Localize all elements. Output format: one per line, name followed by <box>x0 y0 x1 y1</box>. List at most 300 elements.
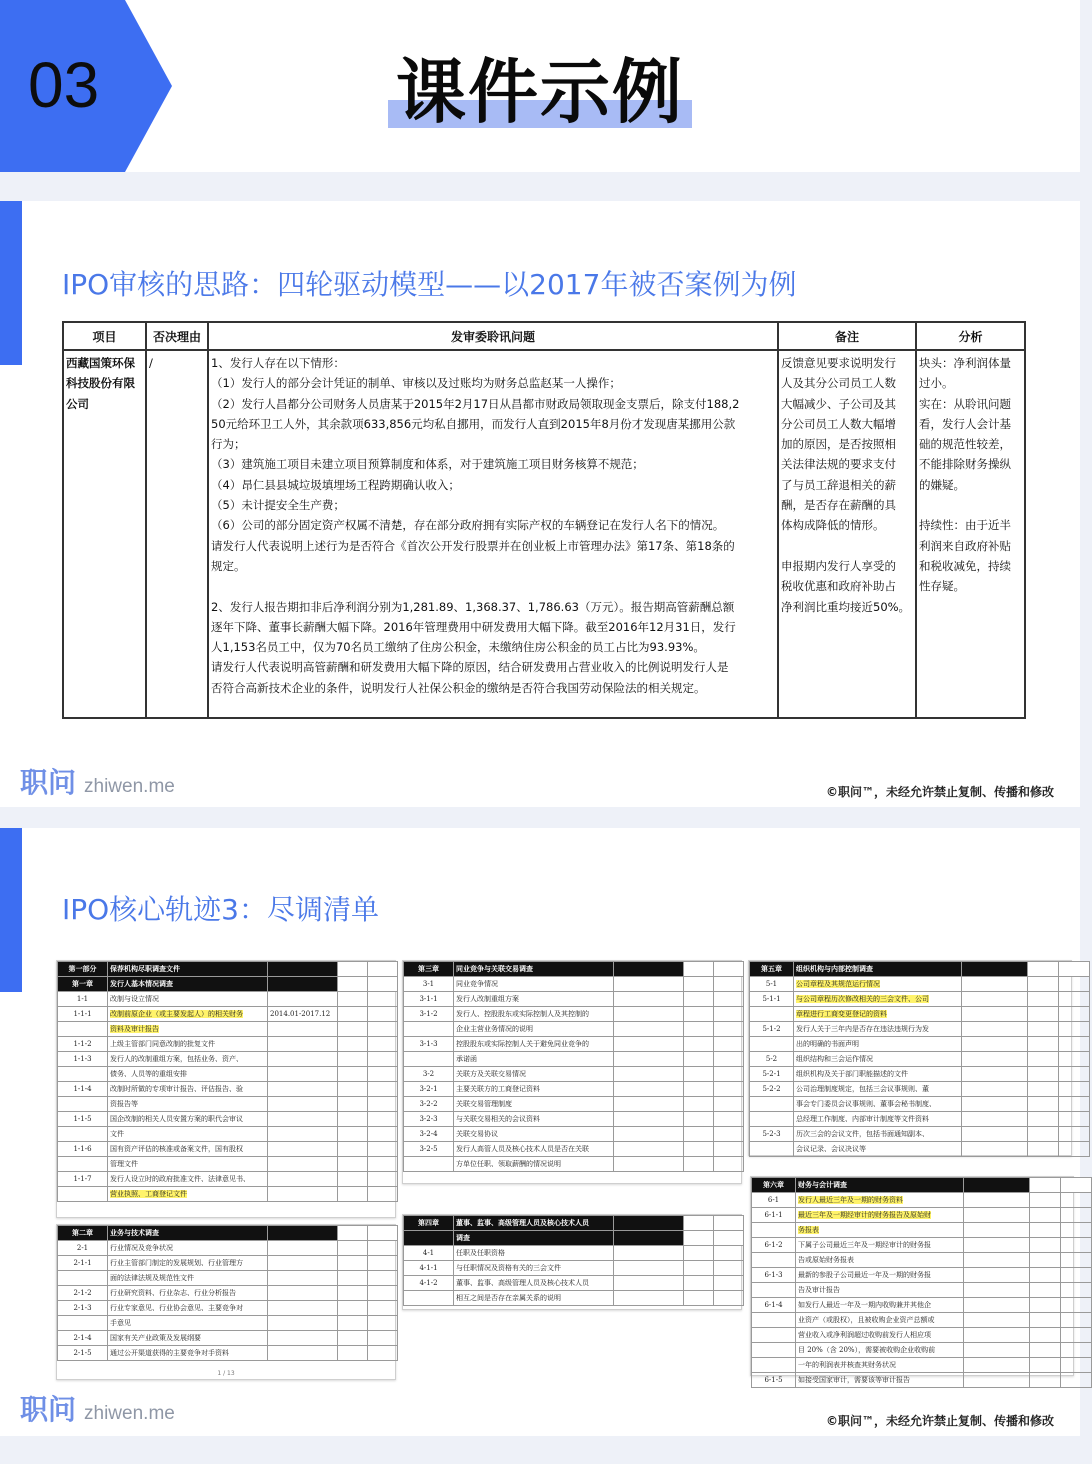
check-cell <box>1030 1373 1061 1388</box>
checklist-row <box>750 1127 1090 1142</box>
check-cell <box>684 1142 714 1157</box>
checklist-row <box>752 1208 1092 1223</box>
checklist-table <box>749 961 1090 1157</box>
item-text: 资报告等 <box>108 1097 268 1112</box>
checklist-row <box>750 1022 1090 1037</box>
checklist-row <box>752 1268 1092 1283</box>
check-cell <box>338 977 368 992</box>
item-number: 1-1-3 <box>58 1052 108 1067</box>
check-cell <box>714 1097 744 1112</box>
item-note <box>962 992 1028 1007</box>
item-note <box>268 962 338 977</box>
item-text: 发行人的改制重组方案，包括业务、资产、 <box>108 1052 268 1067</box>
check-cell <box>714 962 744 977</box>
item-text: 发行人基本情况调查 <box>108 977 268 992</box>
checklist-row <box>750 992 1090 1007</box>
item-text: 董事、监事、高级管理人员及核心技术人员 <box>454 1276 614 1291</box>
checklist-row <box>58 962 398 977</box>
item-note <box>964 1178 1030 1193</box>
item-text: 文件 <box>108 1127 268 1142</box>
item-note <box>268 1226 338 1241</box>
remark-line: 反馈意见要求说明发行 <box>781 356 896 370</box>
checklist-row <box>752 1178 1092 1193</box>
item-note <box>614 1231 684 1246</box>
item-text: 组织机构及关于部门职能描述的文件 <box>794 1067 962 1082</box>
item-note <box>964 1298 1030 1313</box>
checklist-row <box>58 1346 398 1361</box>
checklist-row <box>58 1142 398 1157</box>
item-text: 改制与设立情况 <box>108 992 268 1007</box>
check-cell <box>684 1097 714 1112</box>
checklist-row <box>750 1052 1090 1067</box>
check-cell <box>1061 1373 1092 1388</box>
item-text: 组织结构和三会运作情况 <box>794 1052 962 1067</box>
checklist-row <box>750 1142 1090 1157</box>
check-cell <box>368 962 398 977</box>
item-text: 控股股东或实际控制人关于避免同业竞争的 <box>454 1037 614 1052</box>
item-number: 3-1-2 <box>404 1007 454 1022</box>
item-text: 承诺函 <box>454 1052 614 1067</box>
check-cell <box>368 1286 398 1301</box>
check-cell <box>684 1082 714 1097</box>
check-cell <box>1028 977 1059 992</box>
checklist-row <box>404 1067 744 1082</box>
item-note <box>964 1328 1030 1343</box>
checklist-row <box>752 1193 1092 1208</box>
item-number <box>58 1067 108 1082</box>
question-line <box>211 576 775 596</box>
checklist-row <box>750 962 1090 977</box>
item-number: 6-1-5 <box>752 1373 796 1388</box>
check-cell <box>338 1256 368 1271</box>
check-cell <box>368 1187 398 1202</box>
item-number <box>752 1313 796 1328</box>
check-cell <box>338 1271 368 1286</box>
check-cell <box>1059 1022 1090 1037</box>
item-text: 务报表 <box>796 1223 964 1238</box>
item-text: 会议记录、会议决议等 <box>794 1142 962 1157</box>
checklist-row <box>58 1127 398 1142</box>
remarks-cell <box>778 350 916 718</box>
item-note <box>268 1142 338 1157</box>
logo-en: zhiwen.me <box>84 1403 175 1424</box>
check-cell <box>368 1022 398 1037</box>
check-cell <box>1061 1328 1092 1343</box>
item-text: 主要关联方的工商登记资料 <box>454 1082 614 1097</box>
item-note <box>268 1022 338 1037</box>
check-cell <box>714 1022 744 1037</box>
item-number: 3-1 <box>404 977 454 992</box>
item-text: 手意见 <box>108 1316 268 1331</box>
item-number <box>404 1231 454 1246</box>
analysis-line: 块头：净利润体量 <box>919 356 1011 370</box>
check-cell <box>1030 1268 1061 1283</box>
item-note <box>962 1052 1028 1067</box>
check-cell <box>714 992 744 1007</box>
item-note <box>962 1082 1028 1097</box>
item-number: 第五章 <box>750 962 794 977</box>
item-text: 财务与会计调查 <box>796 1178 964 1193</box>
item-note <box>962 977 1028 992</box>
section-number: 03 <box>28 49 100 121</box>
zhiwen-logo <box>20 1388 175 1428</box>
checklist-doc-1b <box>56 1224 396 1380</box>
item-note <box>962 1007 1028 1022</box>
check-cell <box>338 1022 368 1037</box>
slide-title: IPO审核的思路：四轮驱动模型——以2017年被否案例为例 <box>62 268 797 301</box>
checklist-row <box>404 1022 744 1037</box>
item-number: 4-1 <box>404 1246 454 1261</box>
checklist-row <box>58 1052 398 1067</box>
checklist-row <box>404 1127 744 1142</box>
item-text: 国企改制的相关人员安置方案的职代会审议 <box>108 1112 268 1127</box>
check-cell <box>714 1261 744 1276</box>
item-note <box>614 1216 684 1231</box>
checklist-row <box>750 1007 1090 1022</box>
question-line: 否符合高新技术企业的条件，说明发行人社保公积金的缴纳是否符合我国劳动保险法的相关规定。 <box>211 680 706 695</box>
checklist-row <box>58 1286 398 1301</box>
item-note <box>962 1112 1028 1127</box>
item-text: 董事、监事、高级管理人员及核心技术人员 <box>454 1216 614 1231</box>
check-cell <box>368 1052 398 1067</box>
item-text: 事会专门委员会议事规则、董事会秘书制度、 <box>794 1097 962 1112</box>
question-line: 50元给环卫工人外，其余款项633,856元均私自挪用，而发行人直到2015年8月份才发现唐某挪用公款 <box>211 416 736 431</box>
check-cell <box>368 1271 398 1286</box>
checklist-row <box>58 1097 398 1112</box>
checklist-row <box>750 1082 1090 1097</box>
item-text: 发行人最近三年及一期的财务资料 <box>796 1193 964 1208</box>
item-text: 企业主营业务情况的说明 <box>454 1022 614 1037</box>
item-note <box>268 1082 338 1097</box>
checklist-doc-3b <box>750 1176 1074 1384</box>
item-text: 方单位任职、领取薪酬的情况说明 <box>454 1157 614 1172</box>
check-cell <box>368 1037 398 1052</box>
item-note <box>964 1358 1030 1373</box>
check-cell <box>1059 1082 1090 1097</box>
check-cell <box>1061 1253 1092 1268</box>
item-note <box>962 1067 1028 1082</box>
check-cell <box>338 962 368 977</box>
question-line: 规定。 <box>211 558 246 573</box>
analysis-line: 不能排除财务操纵 <box>919 457 1011 472</box>
analysis-line <box>919 495 1022 515</box>
item-number: 6-1-2 <box>752 1238 796 1253</box>
checklist-row <box>58 1256 398 1271</box>
header-project: 项目 <box>63 322 146 350</box>
checklist-table <box>403 1215 744 1306</box>
page-number: 1 / 13 <box>217 1370 235 1377</box>
item-text: 与公司章程历次修改相关的三会文件、公司 <box>794 992 962 1007</box>
question-line: 请发行人代表说明高管薪酬和研发费用大幅下降的原因，结合研发费用占营业收入的比例说明发行人是 <box>211 660 729 675</box>
question-line: （1）发行人的部分会计凭证的制单、审核以及过账均为财务总监赵某一人操作； <box>211 376 621 391</box>
checklist-row <box>752 1358 1092 1373</box>
item-text: 关联交易管理制度 <box>454 1097 614 1112</box>
item-note <box>614 1276 684 1291</box>
item-text: 下属子公司最近三年及一期经审计的财务报 <box>796 1238 964 1253</box>
check-cell <box>1028 1067 1059 1082</box>
item-text: 发行人改制重组方案 <box>454 992 614 1007</box>
item-note <box>268 977 338 992</box>
checklist-row <box>752 1253 1092 1268</box>
check-cell <box>1061 1313 1092 1328</box>
check-cell <box>684 1231 714 1246</box>
remark-line: 了与员工辞退相关的薪 <box>781 477 896 492</box>
project-line: 科技股份有限 <box>66 376 135 391</box>
item-text: 任职及任职资格 <box>454 1246 614 1261</box>
checklist-row <box>404 1276 744 1291</box>
item-note <box>268 1172 338 1187</box>
item-note <box>614 962 684 977</box>
project-line: 公司 <box>66 396 89 411</box>
check-cell <box>684 1246 714 1261</box>
question-line: 1、发行人存在以下情形： <box>211 356 345 370</box>
checklist-row <box>58 1301 398 1316</box>
checklist-row <box>58 1172 398 1187</box>
item-text: 关联方及关联交易情况 <box>454 1067 614 1082</box>
item-note <box>614 1052 684 1067</box>
item-text: 告或原始财务报表 <box>796 1253 964 1268</box>
check-cell <box>368 1127 398 1142</box>
analysis-line: 利润来自政府补贴 <box>919 538 1011 553</box>
item-note <box>268 1301 338 1316</box>
item-note <box>964 1253 1030 1268</box>
checklist-row <box>404 1261 744 1276</box>
checklist-row <box>58 1037 398 1052</box>
check-cell <box>368 1256 398 1271</box>
item-number: 第一章 <box>58 977 108 992</box>
item-text: 改制前原企业（或主要发起人）的相关财务 <box>108 1007 268 1022</box>
item-number <box>58 1316 108 1331</box>
analysis-line: 的嫌疑。 <box>919 477 965 492</box>
item-number <box>750 1142 794 1157</box>
check-cell <box>714 1127 744 1142</box>
item-text: 总经理工作制度、内部审计制度等文件资料 <box>794 1112 962 1127</box>
check-cell <box>1030 1193 1061 1208</box>
check-cell <box>684 1007 714 1022</box>
item-note <box>964 1268 1030 1283</box>
item-note <box>268 1157 338 1172</box>
item-note <box>614 1082 684 1097</box>
check-cell <box>338 992 368 1007</box>
item-note <box>964 1193 1030 1208</box>
check-cell <box>338 1187 368 1202</box>
header-reason: 否决理由 <box>146 322 208 350</box>
remark-line: 酬，是否存在薪酬的具 <box>781 498 896 513</box>
item-text: 目 20%（含 20%），需要被收购企业收购前 <box>796 1343 964 1358</box>
item-number: 第三章 <box>404 962 454 977</box>
check-cell <box>1059 1067 1090 1082</box>
check-cell <box>684 1037 714 1052</box>
item-number <box>404 1291 454 1306</box>
item-note <box>962 1022 1028 1037</box>
item-text: 与任职情况及资格有关的三会文件 <box>454 1261 614 1276</box>
logo-cn: 职问 <box>20 766 77 799</box>
check-cell <box>684 1216 714 1231</box>
item-number: 第四章 <box>404 1216 454 1231</box>
question-line: （6）公司的部分固定资产权属不清楚，存在部分政府拥有实际产权的车辆登记在发行人名下的情况。 <box>211 518 725 533</box>
header-analysis: 分析 <box>916 322 1025 350</box>
item-note <box>268 1346 338 1361</box>
check-cell <box>338 1226 368 1241</box>
check-cell <box>684 1022 714 1037</box>
item-note <box>268 1037 338 1052</box>
item-number: 5-1-2 <box>750 1022 794 1037</box>
checklist-row <box>404 1097 744 1112</box>
remark-line <box>781 536 913 556</box>
item-number: 2-1-1 <box>58 1256 108 1271</box>
checklist-row <box>750 1097 1090 1112</box>
item-text: 国有资产评估的核准或备案文件，国有股权 <box>108 1142 268 1157</box>
remark-line: 净利润比重均接近50%。 <box>781 599 911 614</box>
analysis-line: 看，发行人会计基 <box>919 416 1011 431</box>
item-text: 章程进行工商变更登记的资料 <box>794 1007 962 1022</box>
checklist-row <box>58 1226 398 1241</box>
check-cell <box>338 1241 368 1256</box>
slide-title: IPO核心轨迹3：尽调清单 <box>62 893 379 926</box>
item-text: 组织机构与内部控制调查 <box>794 962 962 977</box>
question-line: （2）发行人昌都分公司财务人员唐某于2015年2月17日从昌都市财政局领取现金支票后，除支付188,2 <box>211 396 740 411</box>
check-cell <box>714 977 744 992</box>
check-cell <box>368 1067 398 1082</box>
item-text: 业资产（或股权），且被收购企业资产总额或 <box>796 1313 964 1328</box>
checklist-table <box>751 1177 1092 1388</box>
item-number <box>58 1127 108 1142</box>
item-number: 3-2-1 <box>404 1082 454 1097</box>
check-cell <box>1030 1313 1061 1328</box>
check-cell <box>368 1346 398 1361</box>
checklist-row <box>750 1112 1090 1127</box>
reason-cell: / <box>146 350 208 718</box>
item-text: 资料及审计报告 <box>108 1022 268 1037</box>
check-cell <box>1028 962 1059 977</box>
item-note <box>268 1271 338 1286</box>
item-text: 发行人设立时的政府批准文件、法律意见书、 <box>108 1172 268 1187</box>
item-text: 面的法律法规及规范性文件 <box>108 1271 268 1286</box>
check-cell <box>1030 1223 1061 1238</box>
check-cell <box>714 1216 744 1231</box>
check-cell <box>1030 1178 1061 1193</box>
check-cell <box>714 1007 744 1022</box>
check-cell <box>1061 1193 1092 1208</box>
item-number: 第二章 <box>58 1226 108 1241</box>
checklist-doc-2b <box>402 1214 742 1310</box>
item-text: 一年的利润表并核查其财务状况 <box>796 1358 964 1373</box>
item-note <box>614 1097 684 1112</box>
checklist-row <box>750 1067 1090 1082</box>
item-text: 发行人关于三年内是否存在违法违规行为发 <box>794 1022 962 1037</box>
item-number: 6-1-3 <box>752 1268 796 1283</box>
check-cell <box>338 1301 368 1316</box>
question-line: 2、发行人报告期扣非后净利润分别为1,281.89、1,368.37、1,786.63（万元）。报告期高管薪酬总额 <box>211 599 735 614</box>
item-text: 国家有关产业政策及发展纲要 <box>108 1331 268 1346</box>
checklist-row <box>58 1112 398 1127</box>
item-note <box>614 1022 684 1037</box>
check-cell <box>1061 1268 1092 1283</box>
checklist-row <box>58 1187 398 1202</box>
check-cell <box>1061 1238 1092 1253</box>
item-note <box>614 977 684 992</box>
item-note <box>962 1037 1028 1052</box>
item-text: 管理文件 <box>108 1157 268 1172</box>
table-row <box>63 350 1025 718</box>
logo-cn: 职问 <box>20 1393 77 1426</box>
item-note <box>614 1007 684 1022</box>
item-text: 改制时所做的专项审计报告、评估报告、验 <box>108 1082 268 1097</box>
checklist-doc-3 <box>748 960 1072 1156</box>
item-note <box>268 1112 338 1127</box>
project-line: 西藏国策环保 <box>66 356 135 370</box>
check-cell <box>684 962 714 977</box>
check-cell <box>338 1082 368 1097</box>
check-cell <box>368 1097 398 1112</box>
check-cell <box>1028 1082 1059 1097</box>
item-text: 通过公开渠道获得的主要竞争对手资料 <box>108 1346 268 1361</box>
check-cell <box>1028 1112 1059 1127</box>
question-line: 逐年下降、董事长薪酬大幅下降。2016年管理费用中研发费用大幅下降。截至2016年12月31日，发行 <box>211 619 736 634</box>
check-cell <box>1030 1238 1061 1253</box>
checklist-row <box>404 1157 744 1172</box>
check-cell <box>684 1112 714 1127</box>
check-cell <box>684 1261 714 1276</box>
item-text: 营业收入或净利润超过收购前发行人相应项 <box>796 1328 964 1343</box>
item-text: 行业情况及竞争状况 <box>108 1241 268 1256</box>
checklist-row <box>404 1112 744 1127</box>
check-cell <box>338 1286 368 1301</box>
check-cell <box>684 1276 714 1291</box>
accent-bar <box>0 201 22 365</box>
question-line: 请发行人代表说明上述行为是否符合《首次公开发行股票并在创业板上市管理办法》第17条、第18条的 <box>211 538 735 553</box>
item-number: 3-2-5 <box>404 1142 454 1157</box>
item-note <box>964 1223 1030 1238</box>
checklist-row <box>404 977 744 992</box>
item-number <box>58 1097 108 1112</box>
check-cell <box>1028 1142 1059 1157</box>
checklist-row <box>58 1316 398 1331</box>
item-number: 1-1 <box>58 992 108 1007</box>
question-line: 行为； <box>211 437 246 452</box>
check-cell <box>1059 992 1090 1007</box>
item-number: 2-1 <box>58 1241 108 1256</box>
item-text: 告及审计报告 <box>796 1283 964 1298</box>
item-text: 与关联交易相关的会议资料 <box>454 1112 614 1127</box>
check-cell <box>714 1037 744 1052</box>
check-cell <box>684 1052 714 1067</box>
check-cell <box>338 1157 368 1172</box>
item-note <box>268 1286 338 1301</box>
checklist-row <box>58 1007 398 1022</box>
checklist-doc-1 <box>56 960 396 1218</box>
check-cell <box>714 1082 744 1097</box>
item-note <box>268 1187 338 1202</box>
checklist-row <box>58 1271 398 1286</box>
checklist-row <box>58 1241 398 1256</box>
check-cell <box>1061 1298 1092 1313</box>
item-number: 第一部分 <box>58 962 108 977</box>
question-line: （5）未计提安全生产费； <box>211 498 345 513</box>
check-cell <box>1061 1208 1092 1223</box>
item-note <box>964 1373 1030 1388</box>
page-header <box>0 0 1080 172</box>
item-number <box>404 1157 454 1172</box>
item-number: 4-1-1 <box>404 1261 454 1276</box>
item-note <box>268 1256 338 1271</box>
check-cell <box>368 1172 398 1187</box>
item-note <box>268 1127 338 1142</box>
item-note <box>964 1313 1030 1328</box>
item-note <box>614 1067 684 1082</box>
check-cell <box>1061 1358 1092 1373</box>
item-note <box>614 992 684 1007</box>
